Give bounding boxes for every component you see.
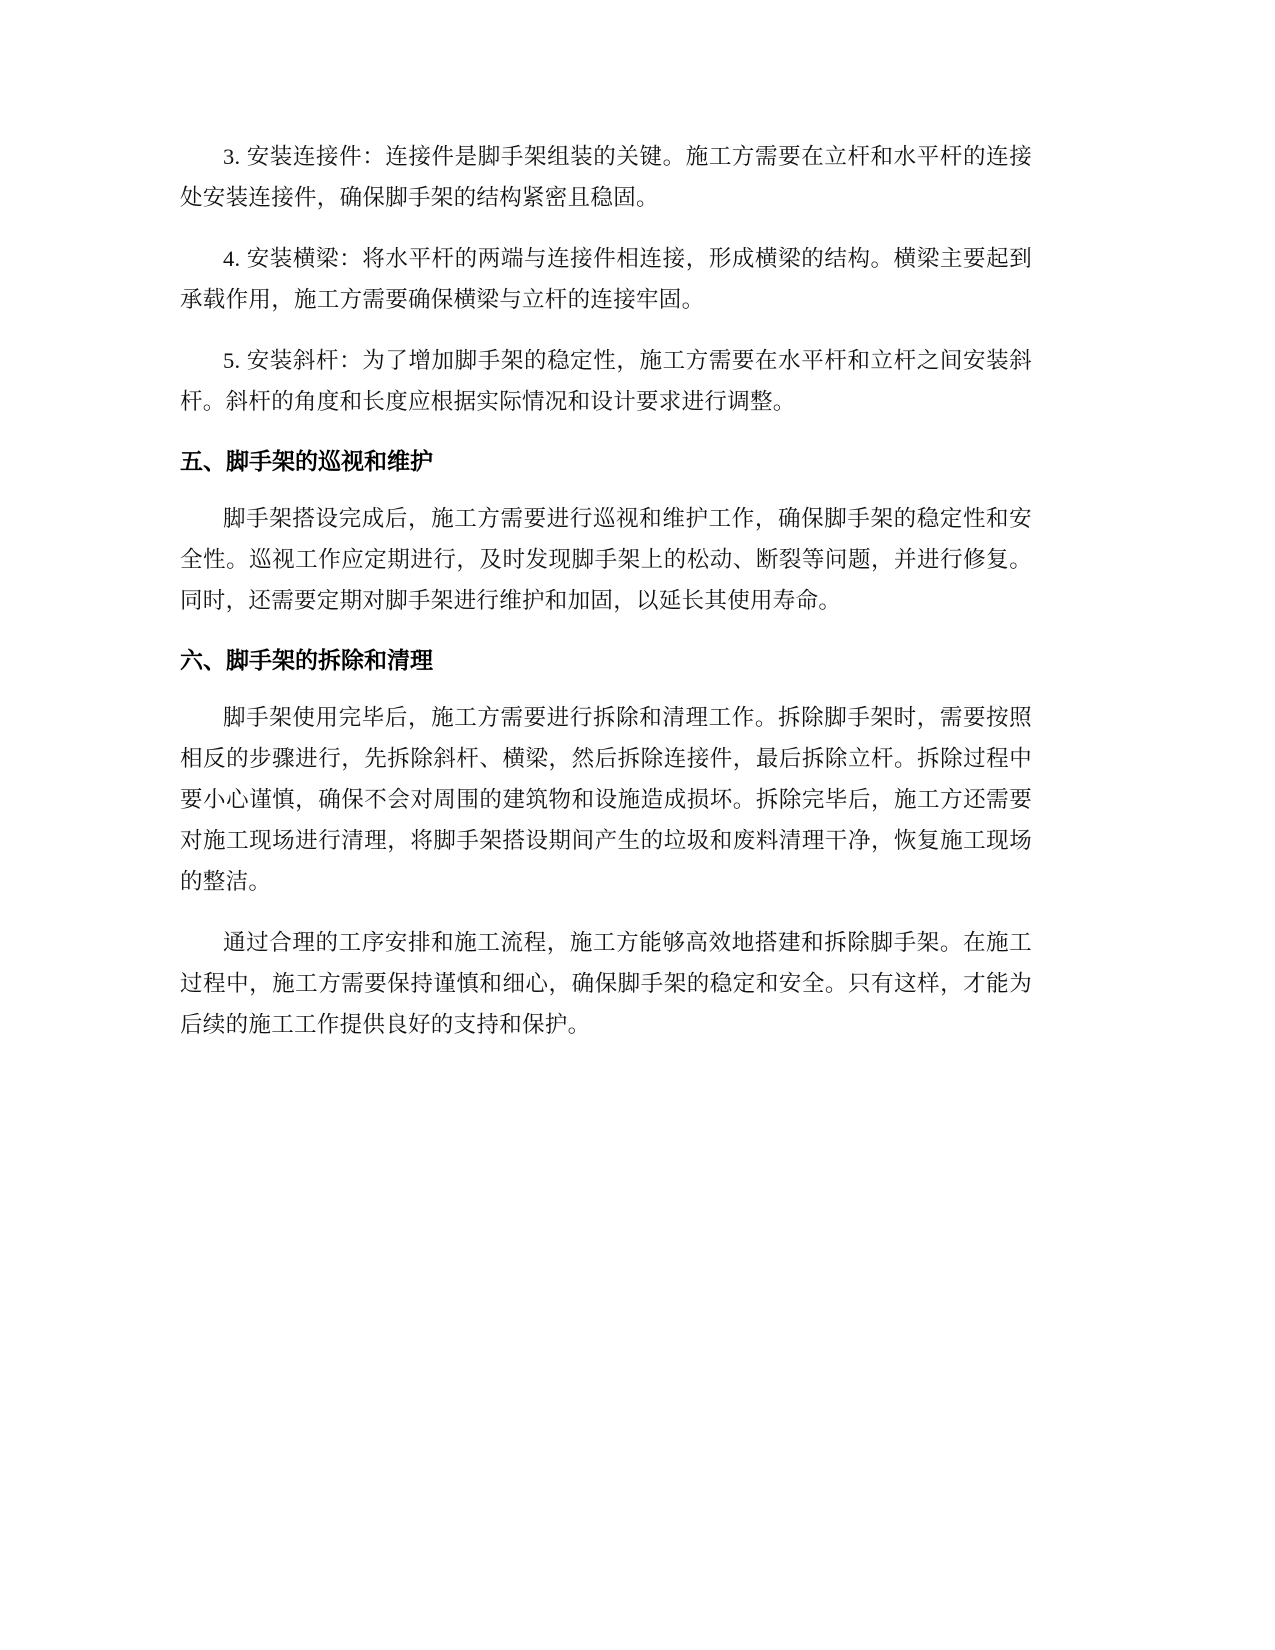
- section-5-heading: 五、脚手架的巡视和维护: [180, 449, 433, 475]
- document-body: [180, 136, 1032, 1065]
- section-5-paragraph: 脚手架搭设完成后，施工方需要进行巡视和维护工作，确保脚手架的稳定性和安全性。巡视工作应定期进行，及时发现脚手架上的松动、断裂等问题，并进行修复。同时，还需要定期对脚手架进行维护和加固，以延长其使用寿命。: [180, 506, 1032, 613]
- step-5-paragraph: 5. 安装斜杆：为了增加脚手架的稳定性，施工方需要在水平杆和立杆之间安装斜杆。斜杆的角度和长度应根据实际情况和设计要求进行调整。: [180, 348, 1032, 414]
- section-6-paragraph: 脚手架使用完毕后，施工方需要进行拆除和清理工作。拆除脚手架时，需要按照相反的步骤进行，先拆除斜杆、横梁，然后拆除连接件，最后拆除立杆。拆除过程中要小心谨慎，确保不会对周围的建筑物和设施造成损坏。拆除完毕后，施工方还需要对施工现场进行清理，将脚手架搭设期间产生的垃圾和废料清理干净，恢复施工现场的整洁。: [180, 705, 1032, 894]
- step-4-paragraph: 4. 安装横梁：将水平杆的两端与连接件相连接，形成横梁的结构。横梁主要起到承载作用，施工方需要确保横梁与立杆的连接牢固。: [180, 246, 1032, 312]
- step-3-paragraph: 3. 安装连接件：连接件是脚手架组装的关键。施工方需要在立杆和水平杆的连接处安装连接件，确保脚手架的结构紧密且稳固。: [180, 144, 1032, 210]
- conclusion-paragraph: 通过合理的工序安排和施工流程，施工方能够高效地搭建和拆除脚手架。在施工过程中，施工方需要保持谨慎和细心，确保脚手架的稳定和安全。只有这样，才能为后续的施工工作提供良好的支持和保护。: [180, 930, 1032, 1037]
- section-6-heading: 六、脚手架的拆除和清理: [180, 648, 433, 674]
